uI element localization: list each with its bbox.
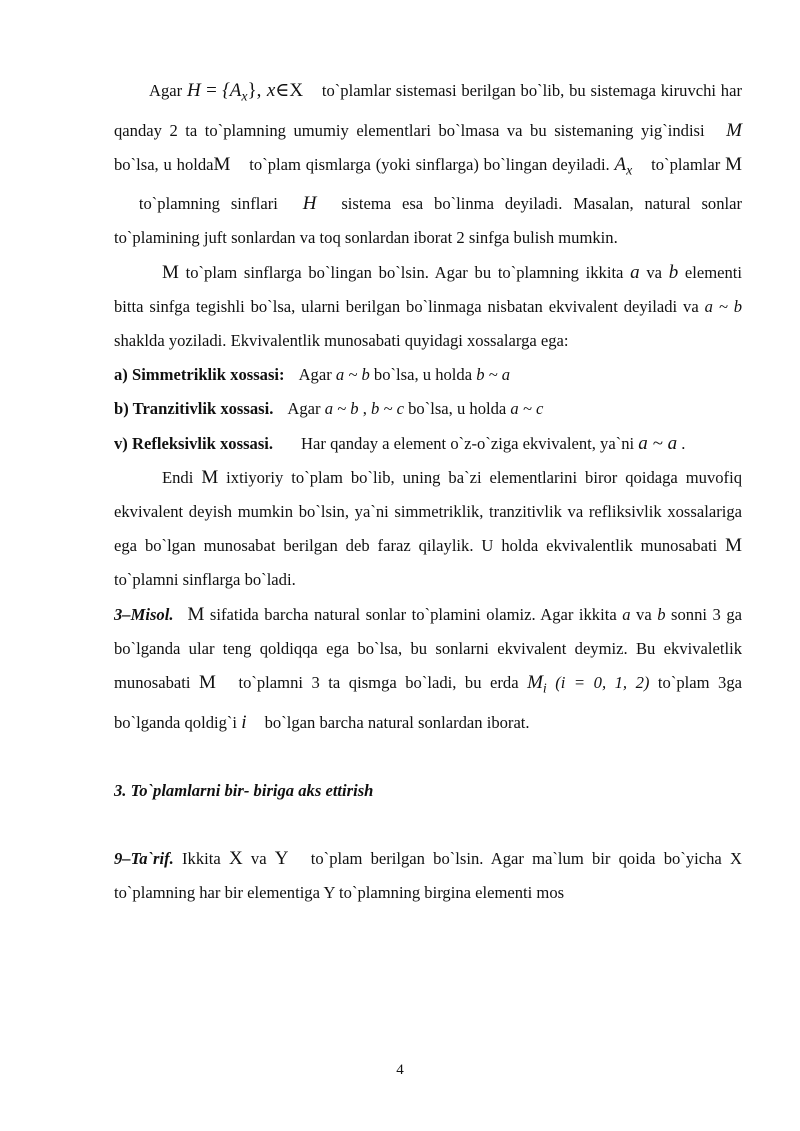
text: sonni 3 ga bo`lganda ular teng qoldiqqa ega bo`lsa, bu sonlarni ekvivalent deymiz. Bu ekvivaletlik munosabati [114,604,742,693]
property-transitivity [114,392,742,426]
math-equals: = [200,80,223,101]
text: elementi bitta sinfga tegishli bo`lsa, ularni berilgan bo`linmaga nisbatan ekvivalent deyiladi va [114,262,743,316]
text: Endi [162,467,202,487]
property-symmetry [114,358,742,392]
text: to`plamning sinflari [128,194,289,214]
paragraph-partition-definition [114,74,742,256]
math-M: M [725,535,742,557]
text: . [677,433,686,453]
math-i-range: (i = 0, 1, 2) [546,673,650,693]
text: shaklda yoziladi. Ekvivalentlik munosabati quyidagi xossalarga ega: [114,331,569,351]
math-element-of-X: ∈X [275,80,304,101]
property-reflexivity [114,427,742,461]
text: sifatida barcha natural sonlar to`plamini olamiz. Agar ikkita [204,604,623,624]
math-a: a [622,604,631,624]
text: to`plam qismlarga (yoki sinflarga) bo`lingan deyiladi. [244,154,615,174]
math-b-equiv-c: b ~ c [371,399,404,419]
math-subscript-i: i [542,680,547,696]
math-M: M [201,466,219,488]
math-M: M [187,603,205,625]
text: bo`lgan barcha natural sonlardan iborat. [260,712,530,732]
text: to`plamning har bir elementiga [114,883,324,903]
section-heading [114,774,742,808]
math-M: M [213,153,231,175]
text: to`plam 3ga bo`lganda qoldig`i [114,673,743,732]
math-A: A [614,153,627,175]
text: ixtiyoriy to`plam bo`lib, uning ba`zi elementlarini biror qoidaga muvofiq ekvivalent deyish mumkin bo`lsin, ya`ni simmetriklik, tranzitivlik va refliksivlik xossalariga ega bo`lgan munosabat berilgan deb faraz qilaylik. U holda ekvivalentlik munosabati [114,467,742,556]
math-subscript-x: x [241,88,248,104]
text: to`plam berilgan bo`lsin. Agar ma`lum bir qoida bo`yicha [302,849,731,868]
property-label: b) Tranzitivlik xossasi. [114,399,274,419]
math-set-open: {A [222,80,242,101]
text: va [630,604,658,624]
property-label: v) Refleksivlik xossasi. [114,433,274,453]
math-i: i [241,711,247,733]
math-Y: Y [323,883,335,903]
text: bo`lsa, u holda [403,399,511,419]
math-M: M [725,153,742,175]
math-M: M [162,261,179,283]
math-X: X [730,849,742,868]
definition-label: 9–Ta`rif. [114,849,174,868]
definition-9 [114,842,742,910]
text: Har qanday a element o`z-o`ziga ekvivalent, ya`ni [301,433,639,453]
math-set-close: }, [247,80,267,101]
math-M-i: M [527,672,543,694]
math-a-equiv-a: a ~ a [638,432,678,454]
text: Agar [287,399,325,419]
text: Ikkita [173,849,229,868]
page-number: 4 [396,1062,404,1078]
math-a-equiv-b: a ~ b [324,399,359,419]
math-M: M [199,672,216,694]
text: to`plamlar [646,154,726,174]
text: Agar [298,365,336,385]
text: sistema esa bo`linma deyiladi. Masalan, natural sonlar to`plamining juft sonlardan va toq sonlardan iborat 2 sinfga bulish mumkin. [114,194,743,248]
paragraph-arbitrary-set [114,461,742,598]
paragraph-equivalence [114,256,742,359]
property-label: a) Simmetriklik xossasi: [114,365,285,385]
text: va [639,262,669,282]
math-H: H [302,193,317,215]
text: to`plam sinflarga bo`lingan bo`lsin. Agar bu to`plamning ikkita [178,262,631,282]
math-b-equiv-a: b ~ a [476,365,511,385]
text: to`plamni sinflarga bo`ladi. [114,570,296,590]
page-content [114,74,742,910]
math-b: b [668,261,679,283]
math-H: H [186,80,201,101]
math-x: x [266,80,276,101]
text: Agar [149,81,187,100]
math-subscript-x: x [626,162,633,178]
text: bo`lsa, u holda [369,365,477,385]
math-a-equiv-c: a ~ c [510,399,544,419]
text: to`plamlar sistemasi berilgan bo`lib, bu sistemaga kiruvchi har qanday 2 ta to`plamning umumiy elementlari bo`lmasa va bu sistemaning yig`indisi [114,81,742,140]
math-Y: Y [274,848,289,869]
text: va [242,849,275,868]
text: to`plamni 3 ta qismga bo`ladi, bu erda [229,673,528,693]
math-a-equiv-b: a ~ b [704,296,742,316]
text: , [358,399,372,419]
example-3 [114,598,742,740]
math-a: a [630,261,640,283]
text: to`plamning birgina elementi mos [334,883,565,903]
section-heading-text: 3. To`plamlarni bir- biriga aks ettirish [114,780,374,800]
example-label: 3–Misol. [114,604,174,624]
math-M: M [726,119,742,141]
math-X: X [228,848,243,869]
math-a-equiv-b: a ~ b [335,365,370,385]
text: bo`lsa, u holda [114,154,214,174]
math-b: b [657,604,666,624]
